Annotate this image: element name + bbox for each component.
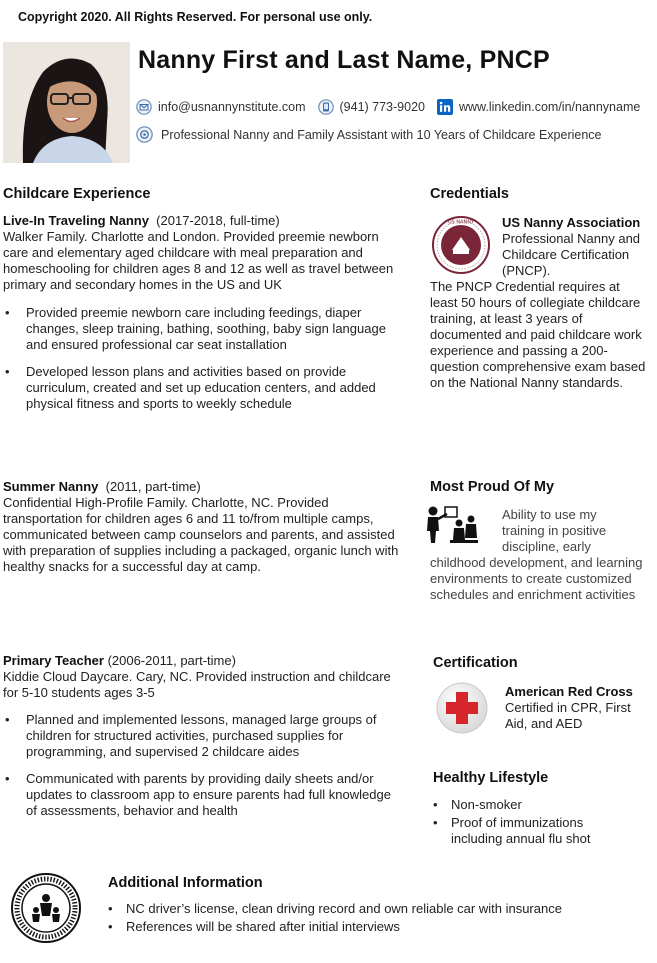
lifestyle-heading: Healthy Lifestyle (433, 770, 549, 786)
job-bullet: • Developed lesson plans and activities based on provide curriculum, created and set up education centers, and added physical fitness and sports to weekly schedule (3, 364, 399, 412)
headline-text: Professional Nanny and Family Assistant with 10 Years of Childcare Experience (161, 127, 602, 142)
job-period: (2017-2018, full-time) (156, 213, 280, 228)
additional-list (106, 901, 646, 935)
credential-body: The PNCP Credential requires at least 50 hours of collegiate childcare training, at least 3 years of documented and paid childcare work experience and passing a 200-question comprehensive exam based on the National Nanny standards. (430, 279, 646, 390)
certification-heading: Certification (433, 655, 518, 671)
job-description: Kiddie Cloud Daycare. Cary, NC. Provided instruction and childcare for 5-10 students ages 3-5 (3, 669, 391, 700)
contact-info (136, 98, 640, 116)
credential-lead: Professional Nanny and Childcare Certification (PNCP). (502, 231, 641, 278)
linkedin-icon (437, 99, 453, 115)
email-icon (136, 99, 152, 115)
email-link[interactable]: info@usnannynstitute.com (158, 100, 306, 114)
credential-org: US Nanny Association (502, 215, 641, 230)
nanny-association-badge (10, 872, 82, 944)
red-cross-icon (435, 681, 489, 735)
job-bullet: • Provided preemie newborn care including feedings, diaper changes, sleep training, bathing, soothing, baby sign language and ensured professional car seat installation (3, 305, 399, 353)
job-primary-teacher (3, 653, 399, 819)
proud-body: childhood development, and learning environments to create customized schedules and enrichment activities (430, 555, 643, 602)
proud-heading: Most Proud Of My (430, 479, 555, 495)
job-bullet: • Communicated with parents by providing daily sheets and/or updates to classroom app to ensure parents had full knowledge of assessments, behavior and health (3, 771, 399, 819)
linkedin-link[interactable]: www.linkedin.com/in/nannyname (458, 100, 641, 114)
job-live-in-nanny (3, 213, 399, 412)
job-period: (2011, part-time) (105, 479, 201, 494)
candidate-name: Nanny First and Last Name, PNCP (138, 46, 550, 74)
job-description: Confidential High-Profile Family. Charlotte, NC. Provided transportation for children ages 6 and 11 to/from multiple camps, communicated between camp counselors and parents, and assisted with preparation of supplies including a packaged, organic lunch with healthy snacks for a successful day at camp. (3, 495, 399, 574)
phone-icon (318, 99, 334, 115)
proud-lead: Ability to use my training in positive discipline, early (502, 507, 607, 554)
job-title: Primary Teacher (3, 653, 104, 668)
job-summer-nanny (3, 479, 399, 575)
job-bullet: • Planned and implemented lessons, managed large groups of children for structured activities, purchased supplies for programming, and supervised 2 childcare aides (3, 712, 399, 760)
us-nanny-seal (431, 215, 491, 275)
job-title: Live-In Traveling Nanny (3, 213, 149, 228)
job-description: Walker Family. Charlotte and London. Provided preemie newborn care and elementary aged childcare with meal preparation and homeschooling for children ages 8 and 12 as well as travel between primary and secondary homes in the US and UK (3, 229, 394, 292)
certification-body: Certified in CPR, First Aid, and AED (505, 700, 631, 731)
teaching-icon (423, 505, 479, 545)
experience-heading: Childcare Experience (3, 186, 151, 202)
job-period: (2006-2011, part-time) (107, 653, 236, 668)
phone-number[interactable]: (941) 773-9020 (339, 100, 425, 114)
teaching-icon-graphic (423, 505, 479, 545)
job-title: Summer Nanny (3, 479, 99, 494)
additional-item: • NC driver’s license, clean driving record and own reliable car with insurance (106, 901, 646, 917)
additional-item: • References will be shared after initial interviews (106, 919, 646, 935)
credentials-heading: Credentials (430, 186, 509, 202)
info-icon (136, 126, 153, 143)
copyright-notice: Copyright 2020. All Rights Reserved. For personal use only. (18, 10, 373, 24)
additional-heading: Additional Information (108, 875, 263, 891)
headline (136, 126, 602, 143)
lifestyle-list (431, 797, 631, 847)
lifestyle-item: • Non-smoker (431, 797, 631, 813)
association-badge-logo (10, 872, 82, 944)
seal-text: US NANNY (447, 219, 475, 226)
certification-org: American Red Cross (505, 684, 633, 699)
profile-photo (3, 42, 130, 163)
red-cross-logo (435, 681, 489, 735)
us-nanny-seal-logo (431, 215, 491, 275)
lifestyle-item: • Proof of immunizations including annual flu shot (431, 815, 631, 847)
portrait-illustration (3, 42, 130, 163)
